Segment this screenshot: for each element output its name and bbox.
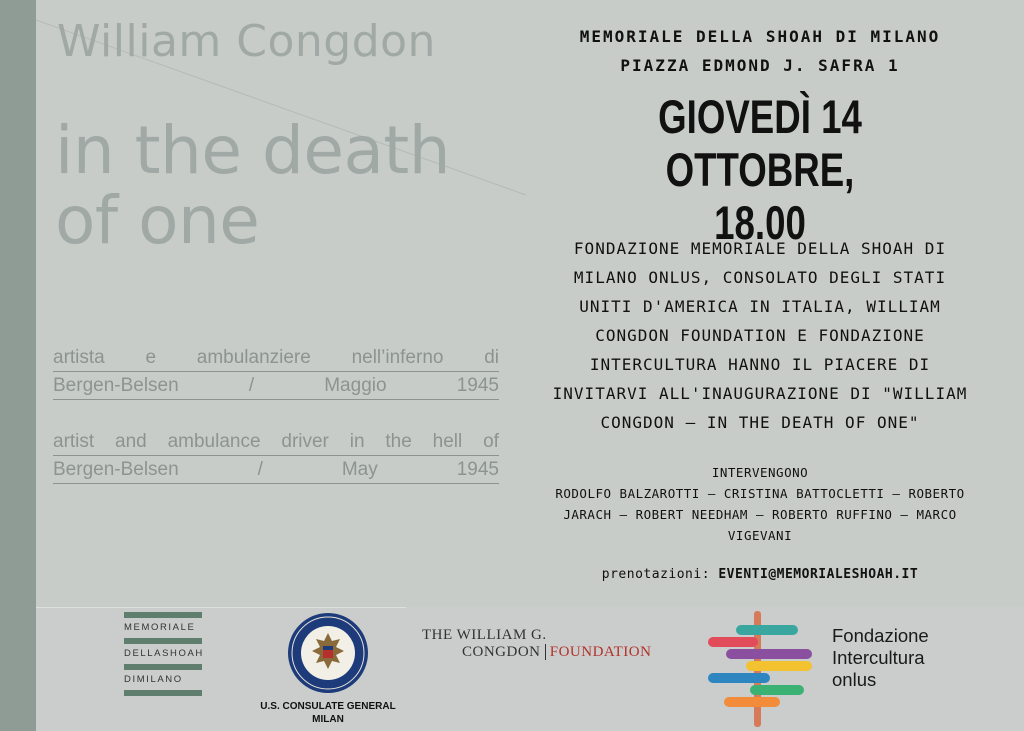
word: Bergen-Belsen bbox=[53, 375, 179, 396]
word: hell bbox=[432, 431, 463, 452]
invitation-line: FONDAZIONE MEMORIALE DELLA SHOAH DI bbox=[573, 239, 947, 258]
word: driver bbox=[281, 431, 329, 452]
word: in bbox=[349, 431, 365, 452]
booking-email-link[interactable]: EVENTI@MEMORIALESHOAH.IT bbox=[718, 567, 919, 582]
word: e bbox=[145, 347, 157, 368]
word: artista bbox=[53, 347, 105, 368]
exhibition-title-line-2: of one bbox=[55, 182, 260, 259]
word: Bergen-Belsen bbox=[53, 459, 179, 480]
intercultura-stripes-icon bbox=[706, 611, 816, 727]
consulate-caption-line-2: MILAN bbox=[312, 714, 344, 725]
congdon-logo-line-1: THE WILLIAM G. bbox=[422, 627, 547, 643]
us-consulate-logo bbox=[248, 611, 408, 726]
congdon-logo-line-2 bbox=[462, 644, 662, 661]
artist-name: William Congdon bbox=[57, 16, 436, 67]
word: / bbox=[248, 375, 255, 396]
intercultura-line-3: onlus bbox=[832, 669, 877, 690]
event-date bbox=[573, 90, 947, 249]
english-subtitle-line-2 bbox=[53, 457, 499, 484]
intercultura-line-2: Intercultura bbox=[832, 647, 925, 668]
intercultura-line-1: Fondazione bbox=[832, 625, 929, 646]
speakers-line: RODOLFO BALZAROTTI – CRISTINA BATTOCLETTI – ROBERTO bbox=[555, 486, 965, 501]
invitation-line: MILANO ONLUS, CONSOLATO DEGLI STATI bbox=[573, 268, 947, 287]
invitation-line: CONGDON – IN THE DEATH OF ONE" bbox=[600, 413, 920, 432]
english-subtitle bbox=[53, 429, 499, 484]
word: 1945 bbox=[456, 459, 499, 480]
word: of bbox=[483, 431, 499, 452]
event-date-day: GIOVEDÌ 14 OTTOBRE, bbox=[658, 90, 862, 196]
invitation-line: INVITARVI ALL'INAUGURAZIONE DI "WILLIAM bbox=[552, 384, 968, 403]
memoriale-logo-text: DIMILANO bbox=[124, 674, 183, 685]
logo-strip bbox=[36, 607, 1024, 731]
invitation-line: INTERCULTURA HANNO IL PIACERE DI bbox=[589, 355, 931, 374]
word: ambulance bbox=[167, 431, 261, 452]
word: 1945 bbox=[456, 375, 499, 396]
exhibition-title-line-1: in the death bbox=[55, 112, 451, 189]
italian-subtitle-line-2 bbox=[53, 373, 499, 400]
italian-subtitle-line-1 bbox=[53, 345, 499, 372]
exhibition-title bbox=[55, 112, 451, 259]
congdon-foundation-logo bbox=[422, 627, 662, 661]
invitation-line: UNITI D'AMERICA IN ITALIA, WILLIAM bbox=[579, 297, 941, 316]
congdon-logo-word: CONGDON bbox=[462, 644, 541, 660]
speakers-line: VIGEVANI bbox=[727, 528, 793, 543]
memoriale-logo-text: MEMORIALE bbox=[124, 622, 196, 633]
memoriale-shoah-logo bbox=[124, 612, 202, 696]
venue-name: MEMORIALE DELLA SHOAH DI MILANO bbox=[579, 27, 941, 46]
left-color-band bbox=[0, 0, 36, 731]
consulate-seal-icon bbox=[286, 611, 370, 695]
word: Maggio bbox=[324, 375, 387, 396]
word: the bbox=[385, 431, 412, 452]
memoriale-logo-text: DELLASHOAH bbox=[124, 648, 204, 659]
word: nell’inferno bbox=[351, 347, 444, 368]
invitation-line: CONGDON FOUNDATION E FONDAZIONE bbox=[595, 326, 925, 345]
word: ambulanziere bbox=[196, 347, 311, 368]
english-subtitle-line-1 bbox=[53, 429, 499, 456]
word: May bbox=[341, 459, 378, 480]
booking-label: prenotazioni: bbox=[601, 567, 711, 582]
speakers-line: JARACH – ROBERT NEEDHAM – ROBERTO RUFFINO – MARCO bbox=[563, 507, 957, 522]
venue-block bbox=[520, 22, 1000, 80]
booking-line bbox=[520, 567, 1000, 582]
speakers-heading: INTERVENGONO bbox=[711, 465, 809, 480]
italian-subtitle bbox=[53, 345, 499, 400]
speakers-block bbox=[520, 462, 1000, 546]
divider bbox=[36, 607, 406, 608]
consulate-caption-line-1: U.S. CONSULATE GENERAL bbox=[260, 701, 396, 712]
event-date-time: 18.00 bbox=[714, 196, 806, 249]
word: / bbox=[257, 459, 263, 480]
word: and bbox=[115, 431, 147, 452]
venue-address: PIAZZA EDMOND J. SAFRA 1 bbox=[620, 56, 900, 75]
invitation-text bbox=[520, 234, 1000, 437]
word: di bbox=[484, 347, 499, 368]
word: artist bbox=[53, 431, 95, 452]
intercultura-logo-text bbox=[832, 625, 929, 691]
congdon-logo-foundation: FOUNDATION bbox=[545, 644, 652, 660]
